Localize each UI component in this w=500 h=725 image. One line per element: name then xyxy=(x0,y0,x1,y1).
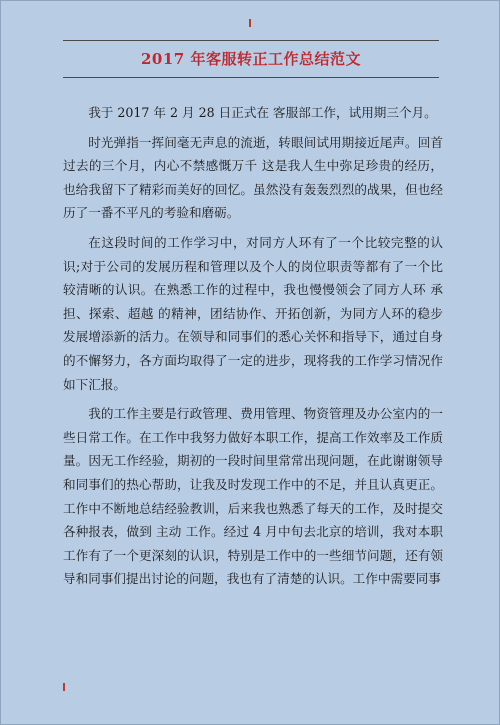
document-title: 2017 年客服转正工作总结范文 xyxy=(141,50,361,68)
footer-mark xyxy=(63,683,65,691)
title-rule-top xyxy=(63,40,439,41)
header-mark xyxy=(249,19,251,27)
paragraph: 我的工作主要是行政管理、费用管理、物资管理及办公室内的一些日常工作。在工作中我努力做好本职工作，提高工作效率及工作质量。因无工作经验，期初的一段时间里常常出现问题，在此谢谢领导和同事们的热心帮助，让我及时发现工作中的不足，并且认真更正。工作中不断地总结经验教训，后来我也熟悉了每天的工作，及时提交各种报表，做到 主动 工作。经过 4 月中旬去北京的培训，我对本职工作有了一个更深刻的认识，特别是工作中的一些细节问题，还有领导和同事们提出讨论的问题，我也有了清楚的认识。工作中需要同事 xyxy=(63,406,443,587)
paragraph: 我于 2017 年 2 月 28 日正式在 客服部工作，试用期三个月。 xyxy=(88,105,437,120)
document-body xyxy=(63,101,443,597)
title-rule-bottom xyxy=(63,77,439,78)
paragraph: 时光弹指一挥间毫无声息的流逝，转眼间试用期接近尾声。回首过去的三个月，内心不禁感慨万千 这是我人生中弥足珍贵的经历，也给我留下了精彩而美好的回忆。虽然没有轰轰烈烈的战果，但也经历了一番不平凡的考验和磨砺。 xyxy=(63,134,443,221)
paragraph: 在这段时间的工作学习中，对同方人环有了一个比较完整的认识;对于公司的发展历程和管理以及个人的岗位职责等都有了一个比较清晰的认识。在熟悉工作的过程中，我也慢慢领会了同方人环 承担、探索、超越 的精神，团结协作、开拓创新，为同方人环的稳步发展增添新的活力。在领导和同事们的悉心关怀和指导下，通过自身的不懈努力，各方面均取得了一定的进步，现将我的工作学习情况作如下汇报。 xyxy=(63,234,443,392)
